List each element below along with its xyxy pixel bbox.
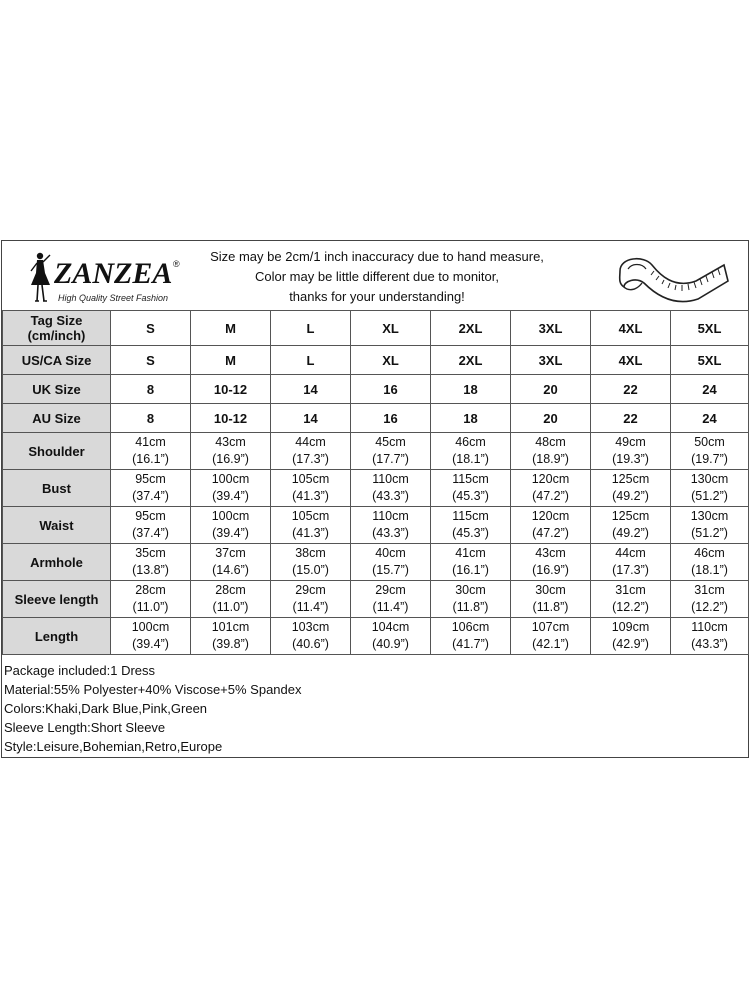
cm-value: 125cm [611,509,650,523]
table-cell [431,433,511,470]
table-cell: 18 [431,375,511,404]
cm-value: 43cm [215,435,246,449]
inch-value: (18.1”) [691,563,728,577]
inch-value: (41.3”) [292,489,329,503]
table-cell: 22 [591,375,671,404]
detail-package: Package included:1 Dress [4,663,156,678]
table-cell [431,470,511,507]
cm-value: 109cm [611,620,650,634]
table-cell: 16 [351,375,431,404]
registered-mark: ® [173,259,180,269]
inch-value: (11.8”) [452,600,489,614]
table-cell [591,433,671,470]
cm-value: 125cm [611,472,650,486]
inch-value: (37.4”) [132,526,169,540]
inch-value: (39.4”) [212,526,249,540]
cm-value: 29cm [375,583,406,597]
table-cell [351,618,431,655]
table-cell [431,581,511,618]
size-header-cell: 5XL [671,311,749,346]
inch-value: (16.1”) [452,563,489,577]
table-row [3,581,749,618]
table-cell: 20 [511,404,591,433]
detail-colors: Colors:Khaki,Dark Blue,Pink,Green [4,701,208,716]
inch-value: (16.9”) [212,452,249,466]
inch-value: (19.7”) [691,452,728,466]
inch-value: (45.3”) [452,489,489,503]
inch-value: (11.0”) [132,600,169,614]
row-label: Armhole [3,544,111,581]
cm-value: 30cm [535,583,566,597]
cm-value: 28cm [215,583,246,597]
cm-value: 46cm [694,546,725,560]
cm-value: 38cm [295,546,326,560]
table-cell [671,618,749,655]
cm-value: 110cm [691,620,728,634]
cm-value: 110cm [372,472,409,486]
inch-value: (15.0”) [292,563,329,577]
table-cell [351,433,431,470]
cm-value: 95cm [135,472,166,486]
inch-value: (51.2”) [691,526,728,540]
table-cell: 18 [431,404,511,433]
table-cell [671,544,749,581]
row-label: Tag Size (cm/inch) [3,311,111,346]
table-cell: S [111,346,191,375]
cm-value: 100cm [131,620,170,634]
size-header-cell: 3XL [511,311,591,346]
table-cell: 14 [271,404,351,433]
inch-value: (39.8”) [212,637,249,651]
cm-value: 105cm [291,472,330,486]
table-cell [111,470,191,507]
table-cell [591,507,671,544]
table-cell [511,433,591,470]
inch-value: (40.9”) [372,637,409,651]
cm-value: 48cm [535,435,566,449]
cm-value: 29cm [295,583,326,597]
brand-tagline: High Quality Street Fashion [58,293,169,303]
table-cell: 5XL [671,346,749,375]
detail-sleeve-length: Sleeve Length:Short Sleeve [4,720,166,735]
table-cell [271,507,351,544]
cm-value: 103cm [291,620,330,634]
table-cell [591,470,671,507]
cm-value: 107cm [531,620,570,634]
table-cell [511,544,591,581]
table-cell [431,618,511,655]
cm-value: 120cm [531,472,570,486]
size-header-cell: S [111,311,191,346]
table-cell [511,470,591,507]
inch-value: (16.1”) [132,452,169,466]
cm-value: 44cm [295,435,326,449]
cm-value: 31cm [694,583,725,597]
chart-header [2,241,748,311]
table-row [3,346,749,375]
table-cell: M [191,346,271,375]
woman-silhouette-icon [26,249,56,305]
size-header-cell: XL [351,311,431,346]
cm-value: 49cm [615,435,646,449]
cm-value: 120cm [531,509,570,523]
measurement-notice [192,247,562,307]
inch-value: (11.4”) [372,600,409,614]
table-cell: 10-12 [191,375,271,404]
cm-value: 30cm [455,583,486,597]
row-label: Length [3,618,111,655]
table-cell: 8 [111,375,191,404]
table-cell [111,507,191,544]
table-cell [511,618,591,655]
inch-value: (13.8”) [132,563,169,577]
inch-value: (42.1”) [532,637,569,651]
table-cell [271,433,351,470]
measuring-tape-icon [614,247,730,305]
cm-value: 105cm [291,509,330,523]
detail-style: Style:Leisure,Bohemian,Retro,Europe [4,739,223,754]
cm-value: 106cm [451,620,490,634]
inch-value: (37.4”) [132,489,169,503]
cm-value: 46cm [455,435,486,449]
cm-value: 43cm [535,546,566,560]
table-cell [591,544,671,581]
table-cell: 8 [111,404,191,433]
inch-value: (42.9”) [612,637,649,651]
inch-value: (39.4”) [132,637,169,651]
row-label: Sleeve length [3,581,111,618]
table-row [3,375,749,404]
table-cell: XL [351,346,431,375]
table-cell: 3XL [511,346,591,375]
cm-value: 115cm [452,509,489,523]
table-cell [351,581,431,618]
table-row [3,404,749,433]
size-table [2,310,749,655]
table-cell [191,618,271,655]
cm-value: 44cm [615,546,646,560]
notice-line: Color may be little different due to monitor, [255,269,499,284]
table-cell [671,433,749,470]
table-cell [671,581,749,618]
table-cell [191,470,271,507]
size-header-cell: L [271,311,351,346]
size-header-cell: M [191,311,271,346]
size-header-cell: 4XL [591,311,671,346]
cm-value: 50cm [694,435,725,449]
table-cell [351,507,431,544]
inch-value: (40.6”) [292,637,329,651]
table-cell: 14 [271,375,351,404]
inch-value: (49.2”) [612,526,649,540]
table-cell [351,544,431,581]
table-cell [271,470,351,507]
table-cell [591,581,671,618]
table-cell [111,433,191,470]
table-cell [511,507,591,544]
table-cell [111,581,191,618]
table-cell: 24 [671,404,749,433]
table-cell [511,581,591,618]
inch-value: (17.3”) [612,563,649,577]
size-header-cell: 2XL [431,311,511,346]
inch-value: (43.3”) [372,489,409,503]
inch-value: (15.7”) [372,563,409,577]
row-label: AU Size [3,404,111,433]
table-cell: 24 [671,375,749,404]
inch-value: (41.3”) [292,526,329,540]
detail-material: Material:55% Polyester+40% Viscose+5% Spandex [4,682,302,697]
table-row [3,618,749,655]
inch-value: (17.7”) [372,452,409,466]
inch-value: (39.4”) [212,489,249,503]
table-row [3,433,749,470]
table-cell [671,507,749,544]
table-cell [271,544,351,581]
inch-value: (43.3”) [372,526,409,540]
inch-value: (49.2”) [612,489,649,503]
row-label: UK Size [3,375,111,404]
brand-logo [26,249,186,305]
table-cell: 10-12 [191,404,271,433]
inch-value: (11.4”) [292,600,329,614]
cm-value: 31cm [615,583,646,597]
table-cell [191,507,271,544]
product-details [4,661,302,756]
table-row [3,507,749,544]
cm-value: 41cm [455,546,486,560]
table-cell [271,618,351,655]
inch-value: (16.9”) [532,563,569,577]
row-label: Waist [3,507,111,544]
notice-line: thanks for your understanding! [289,289,465,304]
cm-value: 40cm [375,546,406,560]
table-cell [431,507,511,544]
size-chart-sheet [1,240,749,758]
table-cell: L [271,346,351,375]
table-cell [191,581,271,618]
inch-value: (19.3”) [612,452,649,466]
table-cell [191,544,271,581]
cm-value: 130cm [690,509,729,523]
cm-value: 28cm [135,583,166,597]
table-cell [671,470,749,507]
inch-value: (17.3”) [292,452,329,466]
inch-value: (11.0”) [212,600,249,614]
table-cell [591,618,671,655]
inch-value: (18.9”) [532,452,569,466]
inch-value: (43.3”) [691,637,728,651]
inch-value: (41.7”) [452,637,489,651]
table-cell [111,618,191,655]
cm-value: 37cm [215,546,246,560]
table-cell [431,544,511,581]
brand-name: ZANZEA [54,257,173,290]
inch-value: (18.1”) [452,452,489,466]
row-label: Bust [3,470,111,507]
inch-value: (45.3”) [452,526,489,540]
table-cell [111,544,191,581]
cm-value: 110cm [372,509,409,523]
notice-line: Size may be 2cm/1 inch inaccuracy due to hand measure, [210,249,544,264]
table-row [3,470,749,507]
row-label: Shoulder [3,433,111,470]
cm-value: 100cm [211,472,250,486]
inch-value: (51.2”) [691,489,728,503]
table-cell: 20 [511,375,591,404]
table-cell [271,581,351,618]
row-label: US/CA Size [3,346,111,375]
inch-value: (47.2”) [532,489,569,503]
cm-value: 41cm [135,435,166,449]
cm-value: 130cm [690,472,729,486]
cm-value: 104cm [371,620,410,634]
inch-value: (14.6”) [212,563,249,577]
cm-value: 95cm [135,509,166,523]
table-cell [351,470,431,507]
inch-value: (47.2”) [532,526,569,540]
inch-value: (12.2”) [691,600,728,614]
cm-value: 115cm [452,472,489,486]
cm-value: 45cm [375,435,406,449]
table-cell: 16 [351,404,431,433]
cm-value: 35cm [135,546,166,560]
table-cell: 4XL [591,346,671,375]
table-row [3,311,749,346]
table-cell [191,433,271,470]
cm-value: 101cm [211,620,250,634]
table-cell: 22 [591,404,671,433]
inch-value: (12.2”) [612,600,649,614]
table-row [3,544,749,581]
cm-value: 100cm [211,509,250,523]
inch-value: (11.8”) [532,600,569,614]
table-cell: 2XL [431,346,511,375]
